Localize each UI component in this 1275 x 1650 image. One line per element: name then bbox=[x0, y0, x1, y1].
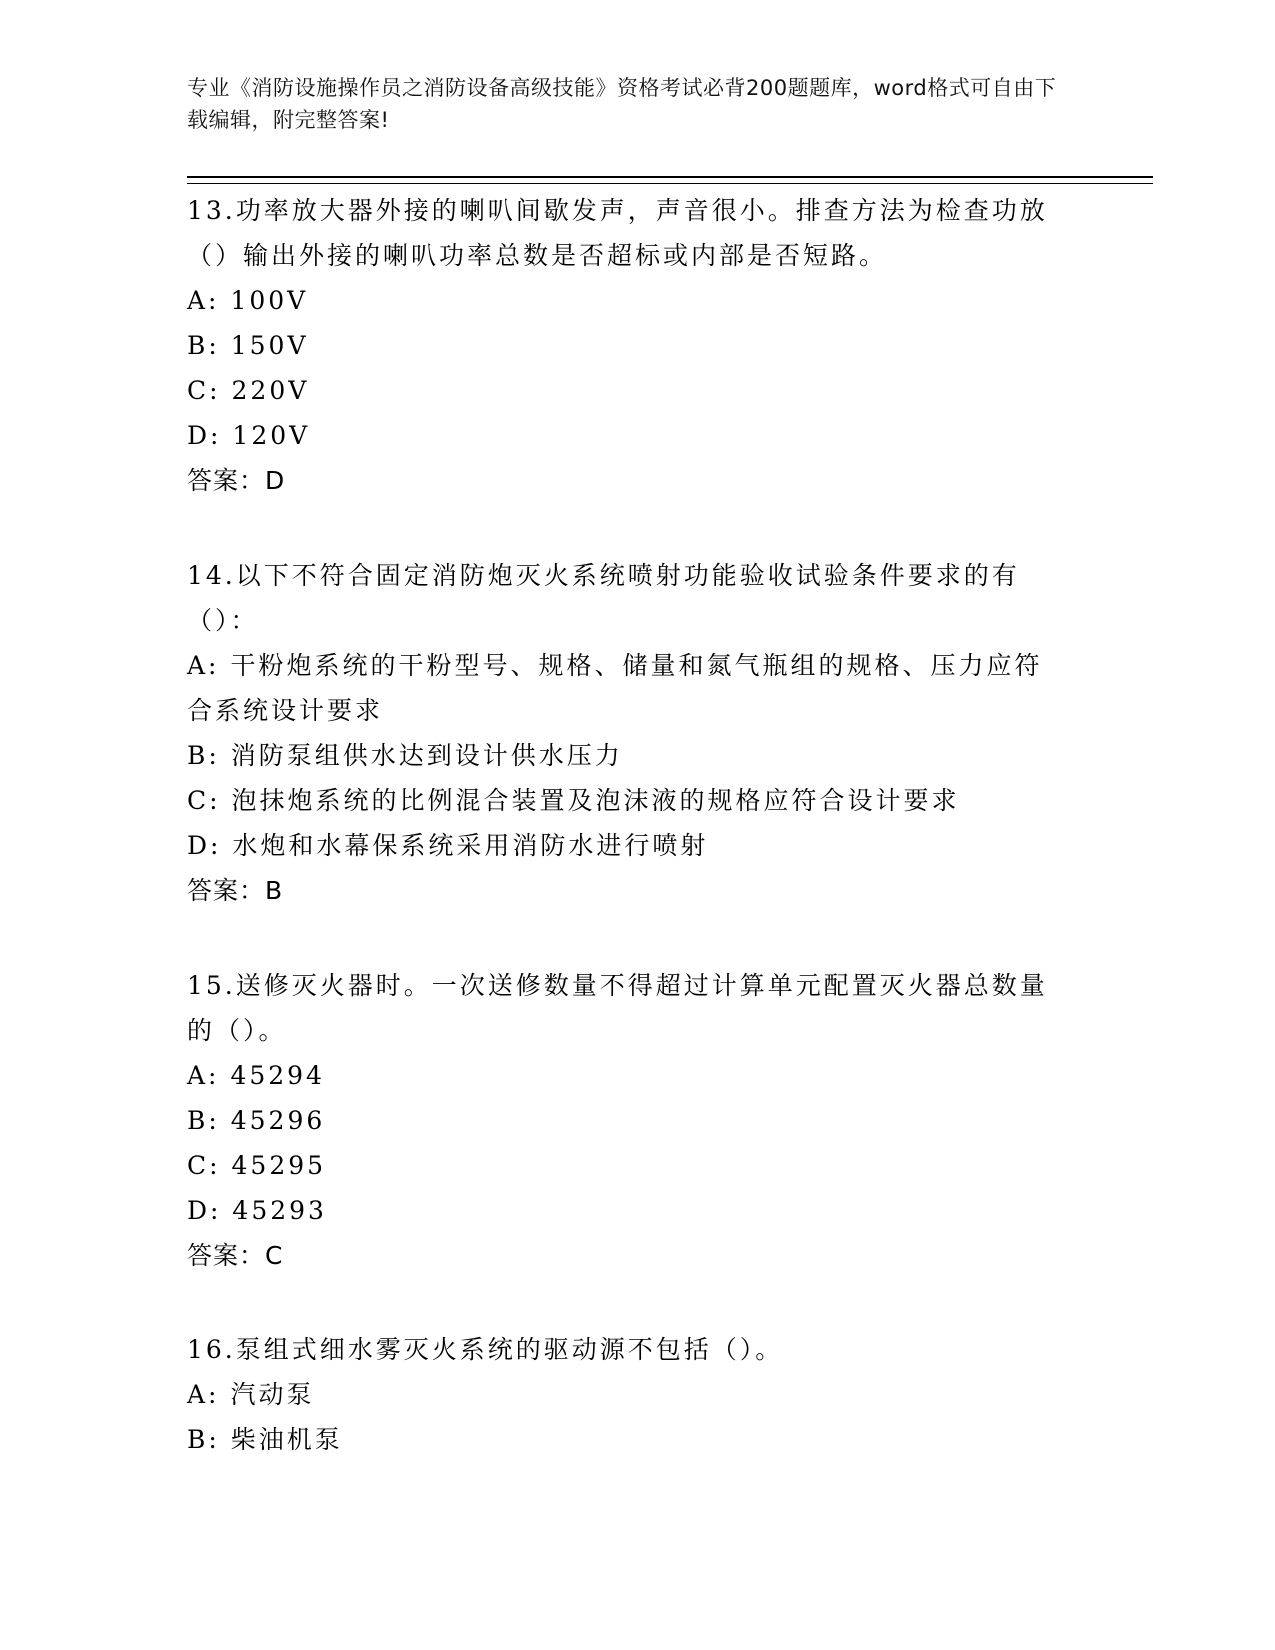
option-label: B: bbox=[187, 331, 220, 360]
option-label: A: bbox=[187, 1380, 220, 1409]
question-16 bbox=[187, 1327, 1067, 1462]
option-text: 220V bbox=[231, 376, 310, 405]
option-c bbox=[187, 778, 1067, 823]
option-b bbox=[187, 1098, 1067, 1143]
option-text: 干粉炮系统的干粉型号、规格、储量和氮气瓶组的规格、压力应符合系统设计要求 bbox=[187, 651, 1043, 725]
option-label: D: bbox=[187, 1196, 222, 1225]
option-label: C: bbox=[187, 1151, 221, 1180]
option-label: B: bbox=[187, 1425, 220, 1454]
option-label: B: bbox=[187, 1106, 220, 1135]
header-text: 专业《消防设施操作员之消防设备高级技能》资格考试必背200题题库，word格式可自由下载编辑，附完整答案! bbox=[187, 76, 1057, 132]
document-header bbox=[187, 72, 1067, 136]
option-label: A: bbox=[187, 286, 220, 315]
option-c bbox=[187, 1143, 1067, 1188]
question-stem: 14.以下不符合固定消防炮灭火系统喷射功能验收试验条件要求的有（）： bbox=[187, 561, 1020, 635]
option-text: 消防泵组供水达到设计供水压力 bbox=[230, 741, 623, 770]
option-a bbox=[187, 1372, 1067, 1417]
option-label: C: bbox=[187, 376, 221, 405]
option-a bbox=[187, 1053, 1067, 1098]
option-label: A: bbox=[187, 651, 220, 680]
option-text: 150V bbox=[230, 331, 309, 360]
question-14 bbox=[187, 553, 1067, 913]
header-divider-top bbox=[187, 176, 1153, 178]
option-d bbox=[187, 823, 1067, 868]
answer: 答案：C bbox=[187, 1241, 284, 1270]
option-text: 45295 bbox=[231, 1151, 327, 1180]
option-text: 泡抹炮系统的比例混合装置及泡沫液的规格应符合设计要求 bbox=[231, 786, 960, 815]
option-text: 45296 bbox=[230, 1106, 326, 1135]
option-text: 45294 bbox=[230, 1061, 325, 1090]
answer: 答案：B bbox=[187, 876, 284, 905]
option-a bbox=[187, 643, 1067, 733]
option-a bbox=[187, 278, 1067, 323]
option-label: C: bbox=[187, 786, 221, 815]
question-stem: 16.泵组式细水雾灭火系统的驱动源不包括（）。 bbox=[187, 1335, 784, 1364]
option-label: A: bbox=[187, 1061, 220, 1090]
option-c bbox=[187, 368, 1067, 413]
option-text: 柴油机泵 bbox=[230, 1425, 343, 1454]
option-label: D: bbox=[187, 831, 222, 860]
question-stem: 15.送修灭火器时。一次送修数量不得超过计算单元配置灭火器总数量的（）。 bbox=[187, 971, 1048, 1045]
option-b bbox=[187, 1417, 1067, 1462]
question-15 bbox=[187, 963, 1067, 1278]
header-divider-bottom bbox=[187, 183, 1153, 184]
option-text: 45293 bbox=[232, 1196, 327, 1225]
option-d bbox=[187, 1188, 1067, 1233]
question-stem: 13.功率放大器外接的喇叭间歇发声，声音很小。排查方法为检查功放（）输出外接的喇叭功率总数是否超标或内部是否短路。 bbox=[187, 196, 1048, 270]
option-b bbox=[187, 733, 1067, 778]
option-text: 汽动泵 bbox=[230, 1380, 315, 1409]
option-b bbox=[187, 323, 1067, 368]
option-text: 100V bbox=[230, 286, 309, 315]
answer: 答案：D bbox=[187, 466, 286, 495]
option-d bbox=[187, 413, 1067, 458]
option-label: B: bbox=[187, 741, 220, 770]
option-text: 120V bbox=[232, 421, 311, 450]
question-13 bbox=[187, 188, 1067, 503]
option-text: 水炮和水幕保系统采用消防水进行喷射 bbox=[232, 831, 709, 860]
option-label: D: bbox=[187, 421, 222, 450]
